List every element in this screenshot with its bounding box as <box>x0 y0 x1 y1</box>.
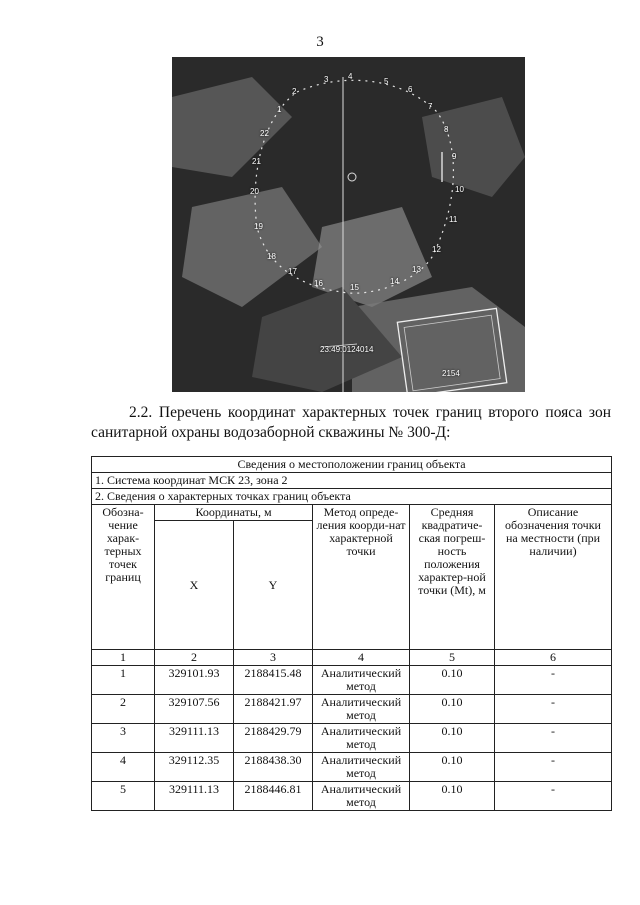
point-id: 1 <box>92 666 155 695</box>
table-row <box>92 724 612 753</box>
description: - <box>495 753 612 782</box>
section-heading: 2.2. Перечень координат характерных точек границ второго пояса зон санитарной охраны водозаборной скважины № 300-Д: <box>91 404 611 441</box>
column-number: 4 <box>313 650 410 666</box>
table-row <box>92 695 612 724</box>
map-point-label: 5 <box>384 77 389 86</box>
table-row <box>92 666 612 695</box>
point-id: 2 <box>92 695 155 724</box>
coord-y: 2188429.79 <box>234 724 313 753</box>
map-cadastral-label: 23:49:0124014 <box>320 345 374 354</box>
error: 0.10 <box>410 695 495 724</box>
table-title: Сведения о местоположении границ объекта <box>92 457 612 473</box>
method: Аналитический метод <box>313 782 410 811</box>
coord-x: 329112.35 <box>155 753 234 782</box>
point-id: 3 <box>92 724 155 753</box>
map-point-label: 19 <box>254 222 263 231</box>
header-designation: Обозна-чение харак-терных точек границ <box>92 505 155 650</box>
column-number: 2 <box>155 650 234 666</box>
map-point-label: 4 <box>348 72 353 81</box>
description: - <box>495 724 612 753</box>
map-point-label: 6 <box>408 85 413 94</box>
map-point-label: 11 <box>449 215 458 224</box>
column-number: 1 <box>92 650 155 666</box>
map-point-label: 8 <box>444 125 449 134</box>
method: Аналитический метод <box>313 695 410 724</box>
map-point-label: 3 <box>324 75 329 84</box>
error: 0.10 <box>410 782 495 811</box>
map-point-label: 1 <box>277 105 282 114</box>
coord-x: 329107.56 <box>155 695 234 724</box>
error: 0.10 <box>410 753 495 782</box>
map-point-label: 2 <box>292 87 297 96</box>
method: Аналитический метод <box>313 724 410 753</box>
method: Аналитический метод <box>313 666 410 695</box>
table-row <box>92 782 612 811</box>
map-point-label: 12 <box>432 245 441 254</box>
point-id: 4 <box>92 753 155 782</box>
header-coordinates: Координаты, м <box>155 505 313 521</box>
aerial-photo-graphic <box>172 57 525 392</box>
column-number: 3 <box>234 650 313 666</box>
coord-x: 329111.13 <box>155 724 234 753</box>
map-point-label: 16 <box>314 279 323 288</box>
point-id: 5 <box>92 782 155 811</box>
header-x: X <box>155 521 234 650</box>
error: 0.10 <box>410 724 495 753</box>
page-number: 3 <box>316 34 324 50</box>
coord-y: 2188421.97 <box>234 695 313 724</box>
table-row <box>92 753 612 782</box>
error: 0.10 <box>410 666 495 695</box>
map-point-label: 20 <box>250 187 259 196</box>
points-info-caption: 2. Сведения о характерных точках границ объекта <box>92 489 612 505</box>
coord-y: 2188438.30 <box>234 753 313 782</box>
method: Аналитический метод <box>313 753 410 782</box>
header-method: Метод опреде-ления коорди-нат характерной точки <box>313 505 410 650</box>
map-point-label: 22 <box>260 129 269 138</box>
header-description: Описание обозначения точки на местности (при наличии) <box>495 505 612 650</box>
column-number: 5 <box>410 650 495 666</box>
map-point-label: 13 <box>412 265 421 274</box>
map-point-label: 17 <box>288 267 297 276</box>
map-point-label: 9 <box>452 152 457 161</box>
map-point-label: 7 <box>428 102 433 111</box>
coord-y: 2188415.48 <box>234 666 313 695</box>
aerial-map-image <box>172 57 525 392</box>
coord-y: 2188446.81 <box>234 782 313 811</box>
map-point-label: 15 <box>350 283 359 292</box>
header-y: Y <box>234 521 313 650</box>
map-point-label: 14 <box>390 277 399 286</box>
header-error: Средняя квадратиче-ская погреш-ность положения характер-ной точки (Mt), м <box>410 505 495 650</box>
coordinates-table <box>91 456 612 811</box>
map-point-label: 18 <box>267 252 276 261</box>
map-cadastral-label: 2154 <box>442 369 460 378</box>
description: - <box>495 666 612 695</box>
coord-x: 329101.93 <box>155 666 234 695</box>
map-point-label: 10 <box>455 185 464 194</box>
map-point-label: 21 <box>252 157 261 166</box>
column-number: 6 <box>495 650 612 666</box>
description: - <box>495 695 612 724</box>
column-numbers-row <box>92 650 612 666</box>
coordinate-system: 1. Система координат МСК 23, зона 2 <box>92 473 612 489</box>
description: - <box>495 782 612 811</box>
coord-x: 329111.13 <box>155 782 234 811</box>
